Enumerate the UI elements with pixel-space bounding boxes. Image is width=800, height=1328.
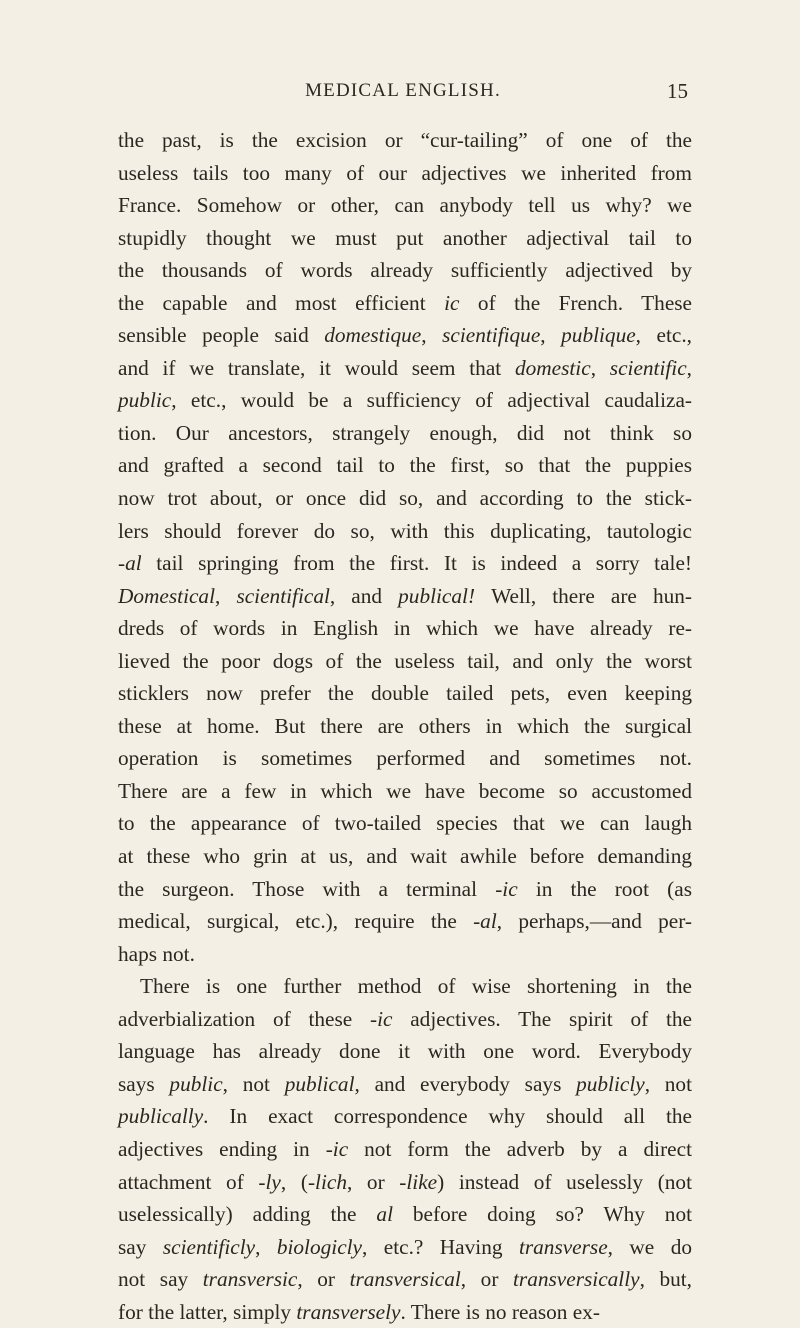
italic-text: transverse [518, 1234, 608, 1259]
text-run: , we do [607, 1234, 692, 1259]
text-line [118, 124, 692, 157]
italic-text: publique [561, 323, 636, 348]
text-run: , or [297, 1267, 350, 1292]
italic-text: scientifique [442, 323, 541, 348]
text-run: for the latter, simply [118, 1299, 297, 1324]
text-run: , or [346, 1169, 400, 1194]
text-line [118, 352, 692, 385]
text-line [118, 1068, 692, 1101]
text-run: There is one further method of wise shortening in the [140, 974, 692, 999]
text-line [118, 742, 692, 775]
text-run: , etc.? Having [362, 1234, 519, 1259]
italic-text: ! [467, 583, 492, 608]
text-run: and grafted a second tail to the first, so that the puppies [118, 453, 692, 478]
text-line [118, 1166, 692, 1199]
text-run: these at home. But there are others in which the surgical [118, 713, 692, 738]
text-run: dreds of words in English in which we have already re- [118, 616, 692, 641]
text-run: of the French. These [459, 290, 693, 315]
text-run: , etc., [635, 323, 692, 348]
text-run: the capable and most efficient [118, 290, 445, 315]
text-run: , and everybody says [354, 1071, 577, 1096]
running-header [118, 80, 688, 110]
text-line [118, 1198, 692, 1231]
italic-text: domestique [324, 323, 422, 348]
page-number: 15 [667, 79, 688, 103]
text-line [118, 482, 692, 515]
text-line [118, 645, 692, 678]
text-line [118, 1100, 692, 1133]
text-run: , or [460, 1267, 513, 1292]
text-run: not form the adverb by a direct [348, 1136, 692, 1161]
text-line [118, 905, 692, 938]
italic-text: -lich [307, 1169, 347, 1194]
text-line [118, 547, 692, 580]
text-run: , perhaps,—and per- [496, 909, 692, 934]
text-run: to the appearance of two-tailed species that we can laugh [118, 811, 692, 836]
text-run: the thousands of words already sufficiently adjectived by [118, 258, 692, 283]
text-run: attachment of [118, 1169, 259, 1194]
text-run: before doing so? Why not [393, 1202, 693, 1227]
text-line [118, 287, 692, 320]
text-run: . There is no reason ex- [400, 1299, 600, 1324]
text-line [118, 157, 692, 190]
text-line [118, 1035, 692, 1068]
text-run: , [421, 323, 443, 348]
text-run: . In exact correspondence why should all the [203, 1104, 692, 1129]
italic-text: publical [284, 1071, 355, 1096]
text-line [118, 1296, 692, 1328]
text-line [118, 873, 692, 906]
text-line [118, 677, 692, 710]
text-run: , [686, 355, 692, 380]
text-run: ) instead of uselessly (not [437, 1169, 693, 1194]
text-line [118, 1133, 692, 1166]
italic-text: domestic [514, 355, 591, 380]
text-run: sensible people said [118, 323, 325, 348]
italic-text: scientifical [236, 583, 330, 608]
text-run: and if we translate, it would seem that [118, 355, 515, 380]
text-run: at these who grin at us, and wait awhile before demanding [118, 844, 692, 869]
text-run: not say [118, 1267, 203, 1292]
italic-text: transversely [296, 1299, 401, 1324]
text-run: , not [222, 1071, 285, 1096]
text-line [118, 1231, 692, 1264]
text-line [118, 710, 692, 743]
text-run: now trot about, or once did so, and according to the stick- [118, 486, 692, 511]
italic-text: transversical [349, 1267, 461, 1292]
text-run: lers should forever do so, with this duplicating, tautologic [118, 518, 692, 543]
text-run: adjectives ending in [118, 1136, 326, 1161]
running-title: MEDICAL ENGLISH. [305, 80, 501, 101]
italic-text: -ic [325, 1136, 349, 1161]
italic-text: Domestical [118, 583, 216, 608]
italic-text: publicly [576, 1071, 645, 1096]
italic-text: scientific [609, 355, 687, 380]
text-run: , [540, 323, 562, 348]
text-line [118, 1263, 692, 1296]
text-line [118, 970, 692, 1003]
italic-text: public [169, 1071, 223, 1096]
text-run: operation is sometimes performed and sometimes not. [118, 746, 692, 771]
text-line [118, 775, 692, 808]
text-run: France. Somehow or other, can anybody tell us why? we [118, 193, 692, 218]
italic-text: publically [118, 1104, 204, 1129]
italic-text: al [376, 1202, 393, 1227]
italic-text: publical [398, 583, 468, 608]
text-run: haps not. [118, 941, 195, 966]
italic-text: scientificly [162, 1234, 256, 1259]
text-run: uselessically) adding the [118, 1202, 377, 1227]
text-line [118, 938, 692, 971]
italic-text: -al [118, 551, 142, 576]
italic-text: -al [473, 909, 497, 934]
text-run: , [255, 1234, 277, 1259]
text-line [118, 515, 692, 548]
text-run: adjectives. The spirit of the [392, 1006, 693, 1031]
text-run: tail springing from the first. It is indeed a sorry tale! [141, 551, 692, 576]
italic-text: ic [444, 290, 460, 315]
text-run: stupidly thought we must put another adjectival tail to [118, 225, 692, 250]
text-line [118, 807, 692, 840]
italic-text: -ic [495, 876, 518, 901]
text-run: There are a few in which we have become so accustomed [118, 778, 692, 803]
text-run: tion. Our ancestors, strangely enough, did not think so [118, 420, 692, 445]
text-line [118, 840, 692, 873]
text-run: Well, there are hun- [491, 583, 692, 608]
text-line [118, 580, 692, 613]
text-run: useless tails too many of our adjectives we inherited from [118, 160, 692, 185]
body-text [118, 124, 692, 1328]
text-run: adverbialization of these [118, 1006, 370, 1031]
text-run: the past, is the excision or “cur-tailing” of one of the [118, 128, 692, 152]
text-line [118, 319, 692, 352]
text-run: in the root (as [517, 876, 692, 901]
text-run: says [118, 1071, 170, 1096]
text-line [118, 417, 692, 450]
text-run: , but, [639, 1267, 693, 1292]
text-run: , [590, 355, 610, 380]
text-line [118, 384, 692, 417]
italic-text: biologicly [276, 1234, 363, 1259]
text-line [118, 1003, 692, 1036]
text-line [118, 222, 692, 255]
text-run: , not [644, 1071, 692, 1096]
text-run: , and [329, 583, 399, 608]
text-run: , [215, 583, 237, 608]
text-run: language has already done it with one word. Everybody [118, 1039, 692, 1064]
text-line [118, 254, 692, 287]
italic-text: transversically [513, 1267, 640, 1292]
italic-text: transversic [202, 1267, 298, 1292]
text-run: sticklers now prefer the double tailed pets, even keeping [118, 681, 692, 706]
text-run: say [118, 1234, 163, 1259]
text-line [118, 189, 692, 222]
italic-text: -ly [258, 1169, 281, 1194]
italic-text: -ic [369, 1006, 393, 1031]
text-run: , ( [280, 1169, 308, 1194]
text-run: the surgeon. Those with a terminal [118, 876, 496, 901]
text-line [118, 449, 692, 482]
text-run: , etc., would be a sufficiency of adjectival caudaliza- [171, 388, 692, 413]
italic-text: -like [399, 1169, 438, 1194]
text-line [118, 612, 692, 645]
text-run: lieved the poor dogs of the useless tail, and only the worst [118, 648, 692, 673]
text-run: medical, surgical, etc.), require the [118, 909, 474, 934]
italic-text: public [118, 388, 172, 413]
